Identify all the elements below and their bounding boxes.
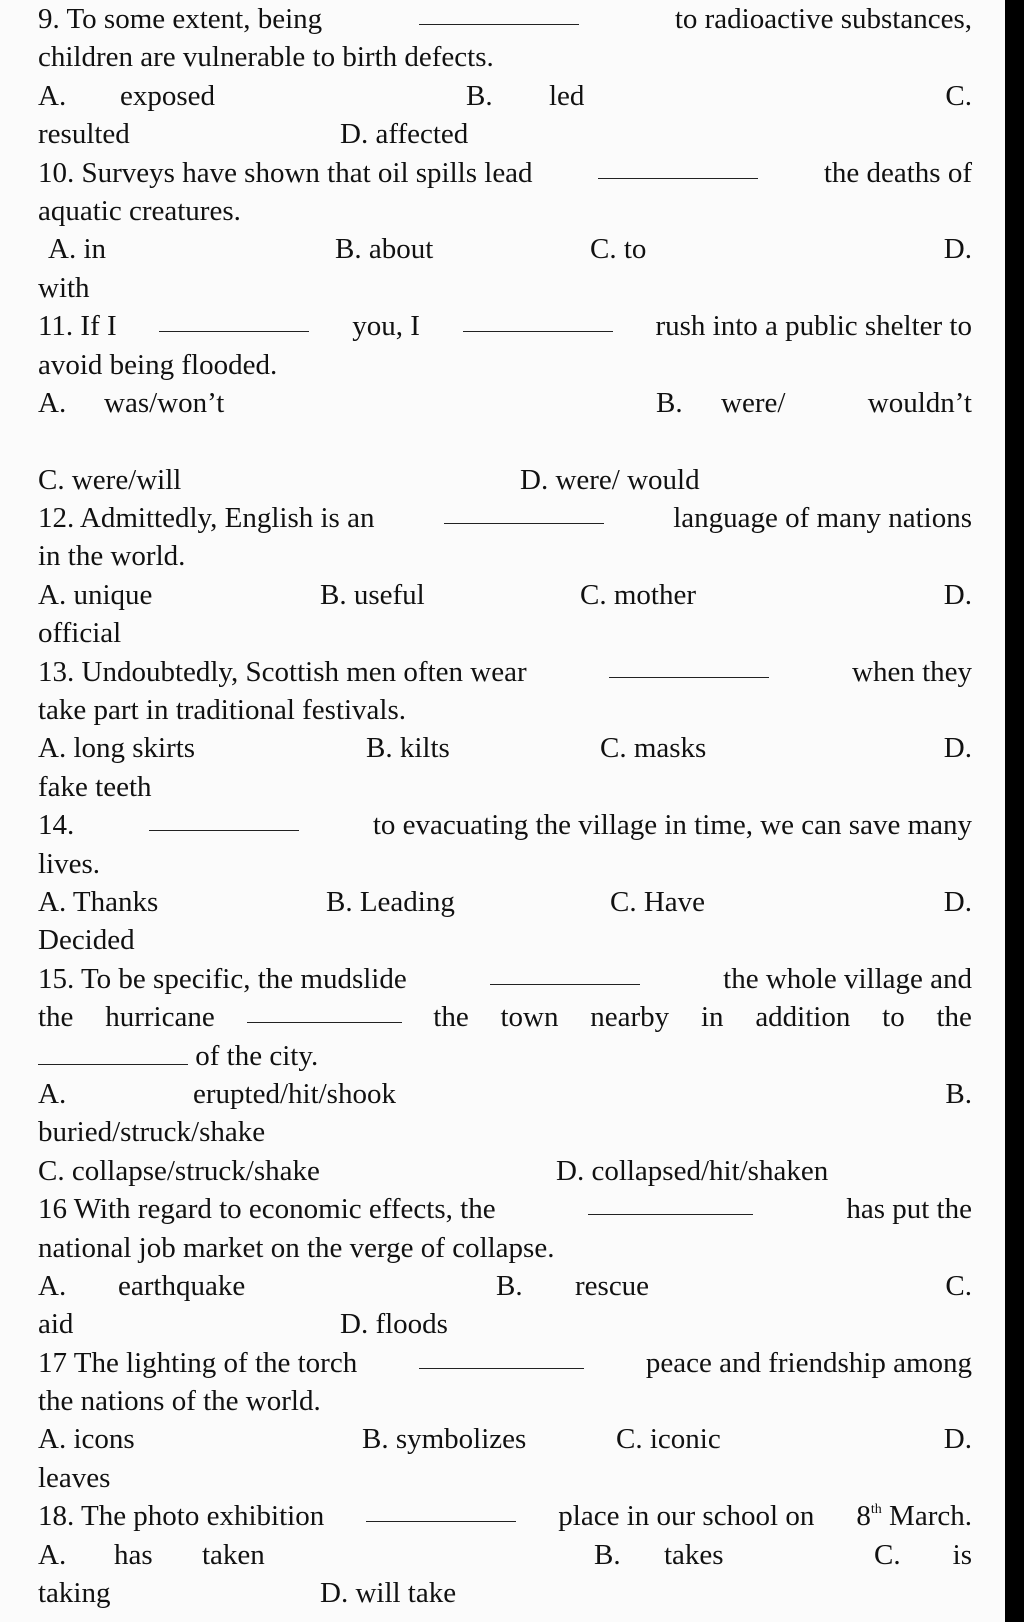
ordinal-suffix: th xyxy=(870,1502,882,1518)
question-9-options-2 xyxy=(38,115,972,153)
option-c[interactable]: C. masks xyxy=(600,732,707,765)
text: peace and friendship among xyxy=(645,1346,972,1379)
text: in the world. xyxy=(38,540,186,573)
option-d[interactable]: D. will take xyxy=(320,1577,457,1610)
text: when they xyxy=(852,655,972,688)
option-a-text-1: has xyxy=(114,1538,153,1571)
question-15-options-2 xyxy=(38,1113,972,1151)
answer-blank[interactable] xyxy=(149,806,299,831)
option-b[interactable]: B. about xyxy=(335,233,434,266)
text: to xyxy=(882,1001,905,1034)
answer-blank[interactable] xyxy=(444,499,604,524)
option-b-label[interactable]: B. xyxy=(466,79,493,112)
question-16-line-1 xyxy=(38,1190,972,1228)
question-11-options-2 xyxy=(38,461,972,499)
option-c[interactable]: C. iconic xyxy=(616,1423,721,1456)
option-d[interactable]: D. collapsed/hit/shaken xyxy=(556,1154,829,1187)
option-d[interactable]: D. were/ would xyxy=(520,463,700,496)
answer-blank-2[interactable] xyxy=(463,307,613,332)
option-c-text: is xyxy=(952,1538,972,1571)
option-b-text-1: were/ xyxy=(721,386,786,419)
option-c-label[interactable]: C. xyxy=(874,1538,901,1571)
question-9-options xyxy=(38,77,972,115)
question-16-options xyxy=(38,1267,972,1305)
option-c[interactable]: C. collapse/struck/shake xyxy=(38,1154,320,1187)
option-a-text: earthquake xyxy=(118,1269,246,1302)
option-b-label[interactable]: B. xyxy=(656,386,683,419)
text: 11. If I xyxy=(38,310,117,343)
answer-blank[interactable] xyxy=(609,653,769,678)
question-10-options-2 xyxy=(38,269,972,307)
text: 16 With regard to economic effects, the xyxy=(38,1193,496,1226)
text: nearby xyxy=(590,1001,670,1034)
option-c-text: resulted xyxy=(38,118,130,151)
question-13-line-1 xyxy=(38,653,972,691)
question-11-line-2 xyxy=(38,346,972,384)
answer-blank[interactable] xyxy=(366,1497,516,1522)
text: has put the xyxy=(846,1193,972,1226)
option-d[interactable]: D. floods xyxy=(340,1308,448,1341)
option-a[interactable]: A. long skirts xyxy=(38,732,196,765)
answer-blank[interactable] xyxy=(588,1190,753,1215)
answer-blank-1[interactable] xyxy=(159,307,309,332)
option-a-label[interactable]: A. xyxy=(38,386,67,419)
option-c-label[interactable]: C. xyxy=(945,79,972,112)
option-a-label[interactable]: A. xyxy=(38,79,67,112)
option-b[interactable]: B. Leading xyxy=(326,885,455,918)
text: take part in traditional festivals. xyxy=(38,694,407,727)
spacer-line xyxy=(38,422,972,460)
text: the deaths of xyxy=(823,156,972,189)
question-17-line-2 xyxy=(38,1382,972,1420)
day-number: 8 xyxy=(856,1500,871,1533)
option-c-label[interactable]: C. xyxy=(945,1269,972,1302)
text: the xyxy=(38,1001,74,1034)
question-12-options xyxy=(38,576,972,614)
option-b-text: rescue xyxy=(575,1269,650,1302)
option-a[interactable]: A. unique xyxy=(38,578,153,611)
question-18-line-1 xyxy=(38,1497,972,1535)
option-a-label[interactable]: A. xyxy=(38,1077,67,1110)
answer-blank[interactable] xyxy=(419,1344,584,1369)
question-11-line-1 xyxy=(38,307,972,345)
question-17-options xyxy=(38,1420,972,1458)
question-15-line-2 xyxy=(38,998,972,1036)
text: the nations of the world. xyxy=(38,1385,321,1418)
question-15-line-1 xyxy=(38,960,972,998)
question-16-options-2 xyxy=(38,1305,972,1343)
text: hurricane xyxy=(105,1001,215,1034)
question-12-line-2 xyxy=(38,537,972,575)
option-b[interactable]: B. kilts xyxy=(366,732,450,765)
question-14-options xyxy=(38,883,972,921)
option-d[interactable]: D. affected xyxy=(340,118,469,151)
option-c-text-2: taking xyxy=(38,1577,111,1610)
text: 15. To be specific, the mudslide xyxy=(38,962,407,995)
text: 17 The lighting of the torch xyxy=(38,1346,358,1379)
option-c[interactable]: C. Have xyxy=(610,885,706,918)
question-12-options-2 xyxy=(38,614,972,652)
text: 13. Undoubtedly, Scottish men often wear xyxy=(38,655,527,688)
question-11-options xyxy=(38,384,972,422)
option-b-text: buried/struck/shake xyxy=(38,1116,266,1149)
option-d-label[interactable]: D. xyxy=(943,885,972,918)
question-10-options xyxy=(38,230,972,268)
question-16-line-2 xyxy=(38,1229,972,1267)
question-18-options xyxy=(38,1536,972,1574)
option-d-text: leaves xyxy=(38,1461,111,1494)
question-13-line-2 xyxy=(38,691,972,729)
question-18-options-2 xyxy=(38,1574,972,1612)
question-13-options xyxy=(38,729,972,767)
option-d-label[interactable]: D. xyxy=(943,233,972,266)
option-d-label[interactable]: D. xyxy=(943,732,972,765)
text: aquatic creatures. xyxy=(38,194,241,227)
option-a[interactable]: A. in xyxy=(48,233,106,266)
option-c[interactable]: C. were/will xyxy=(38,463,182,496)
option-d-text: with xyxy=(38,271,90,304)
text: rush into a public shelter to xyxy=(655,310,972,343)
option-a[interactable]: A. Thanks xyxy=(38,885,159,918)
question-13-options-2 xyxy=(38,768,972,806)
text: to evacuating the village in time, we can save many xyxy=(372,809,972,842)
option-b-text: led xyxy=(549,79,585,112)
text: 12. Admittedly, English is an xyxy=(38,502,375,535)
text: children are vulnerable to birth defects. xyxy=(38,41,494,74)
option-a-text-2: taken xyxy=(202,1538,265,1571)
question-14-line-1 xyxy=(38,806,972,844)
option-b-label[interactable]: B. xyxy=(594,1538,621,1571)
option-c[interactable]: C. to xyxy=(590,233,647,266)
month: March. xyxy=(889,1500,972,1533)
text: 9. To some extent, being xyxy=(38,3,323,35)
text: the xyxy=(433,1001,469,1034)
date-text xyxy=(856,1497,972,1535)
text: national job market on the verge of collapse. xyxy=(38,1231,555,1264)
option-b[interactable]: B. useful xyxy=(320,578,425,611)
text: language of many nations xyxy=(673,502,972,535)
question-10-line-1 xyxy=(38,154,972,192)
text: place in our school on xyxy=(558,1500,815,1533)
question-9-line-2 xyxy=(38,38,972,76)
answer-blank-1[interactable] xyxy=(490,960,640,985)
question-14-options-2 xyxy=(38,921,972,959)
option-b-text-2: wouldn’t xyxy=(867,386,972,419)
option-a-text: erupted/hit/shook xyxy=(193,1077,396,1110)
text: town xyxy=(500,1001,559,1034)
text: the whole village and xyxy=(723,962,972,995)
option-d-label[interactable]: D. xyxy=(943,1423,972,1456)
question-17-options-2 xyxy=(38,1459,972,1497)
text: 18. The photo exhibition xyxy=(38,1500,325,1533)
text: to radioactive substances, xyxy=(674,3,972,35)
option-d-label[interactable]: D. xyxy=(943,578,972,611)
text: lives. xyxy=(38,847,101,880)
question-12-line-1 xyxy=(38,499,972,537)
option-b[interactable]: B. symbolizes xyxy=(362,1423,527,1456)
question-15-line-3 xyxy=(38,1037,972,1075)
option-a-text: exposed xyxy=(120,79,216,112)
text: avoid being flooded. xyxy=(38,348,278,381)
option-c-text: aid xyxy=(38,1308,74,1341)
option-d-text: Decided xyxy=(38,924,135,957)
text: of the city. xyxy=(195,1039,319,1072)
option-d-text: fake teeth xyxy=(38,770,152,803)
option-a-label[interactable]: A. xyxy=(38,1538,67,1571)
answer-blank[interactable] xyxy=(598,154,758,179)
option-b-text: takes xyxy=(664,1538,724,1571)
question-14-line-2 xyxy=(38,845,972,883)
answer-blank-2[interactable] xyxy=(247,998,402,1023)
answer-blank[interactable] xyxy=(419,0,579,25)
text: 14. xyxy=(38,809,75,842)
question-10-line-2 xyxy=(38,192,972,230)
question-list xyxy=(38,0,972,1612)
option-b-label[interactable]: B. xyxy=(945,1077,972,1110)
option-a-text: was/won’t xyxy=(104,386,225,419)
option-a[interactable]: A. icons xyxy=(38,1423,135,1456)
text: in xyxy=(700,1001,724,1034)
answer-blank-3[interactable] xyxy=(38,1040,188,1065)
text: the xyxy=(936,1001,972,1034)
option-d-text: official xyxy=(38,617,122,650)
question-17-line-1 xyxy=(38,1344,972,1382)
option-b-label[interactable]: B. xyxy=(496,1269,523,1302)
option-c[interactable]: C. mother xyxy=(580,578,696,611)
question-15-options-3 xyxy=(38,1152,972,1190)
text: 10. Surveys have shown that oil spills lead xyxy=(38,156,533,189)
text: addition xyxy=(755,1001,851,1034)
text: you, I xyxy=(352,310,420,343)
question-9-line-1 xyxy=(38,0,972,38)
question-15-options xyxy=(38,1075,972,1113)
option-a-label[interactable]: A. xyxy=(38,1269,67,1302)
